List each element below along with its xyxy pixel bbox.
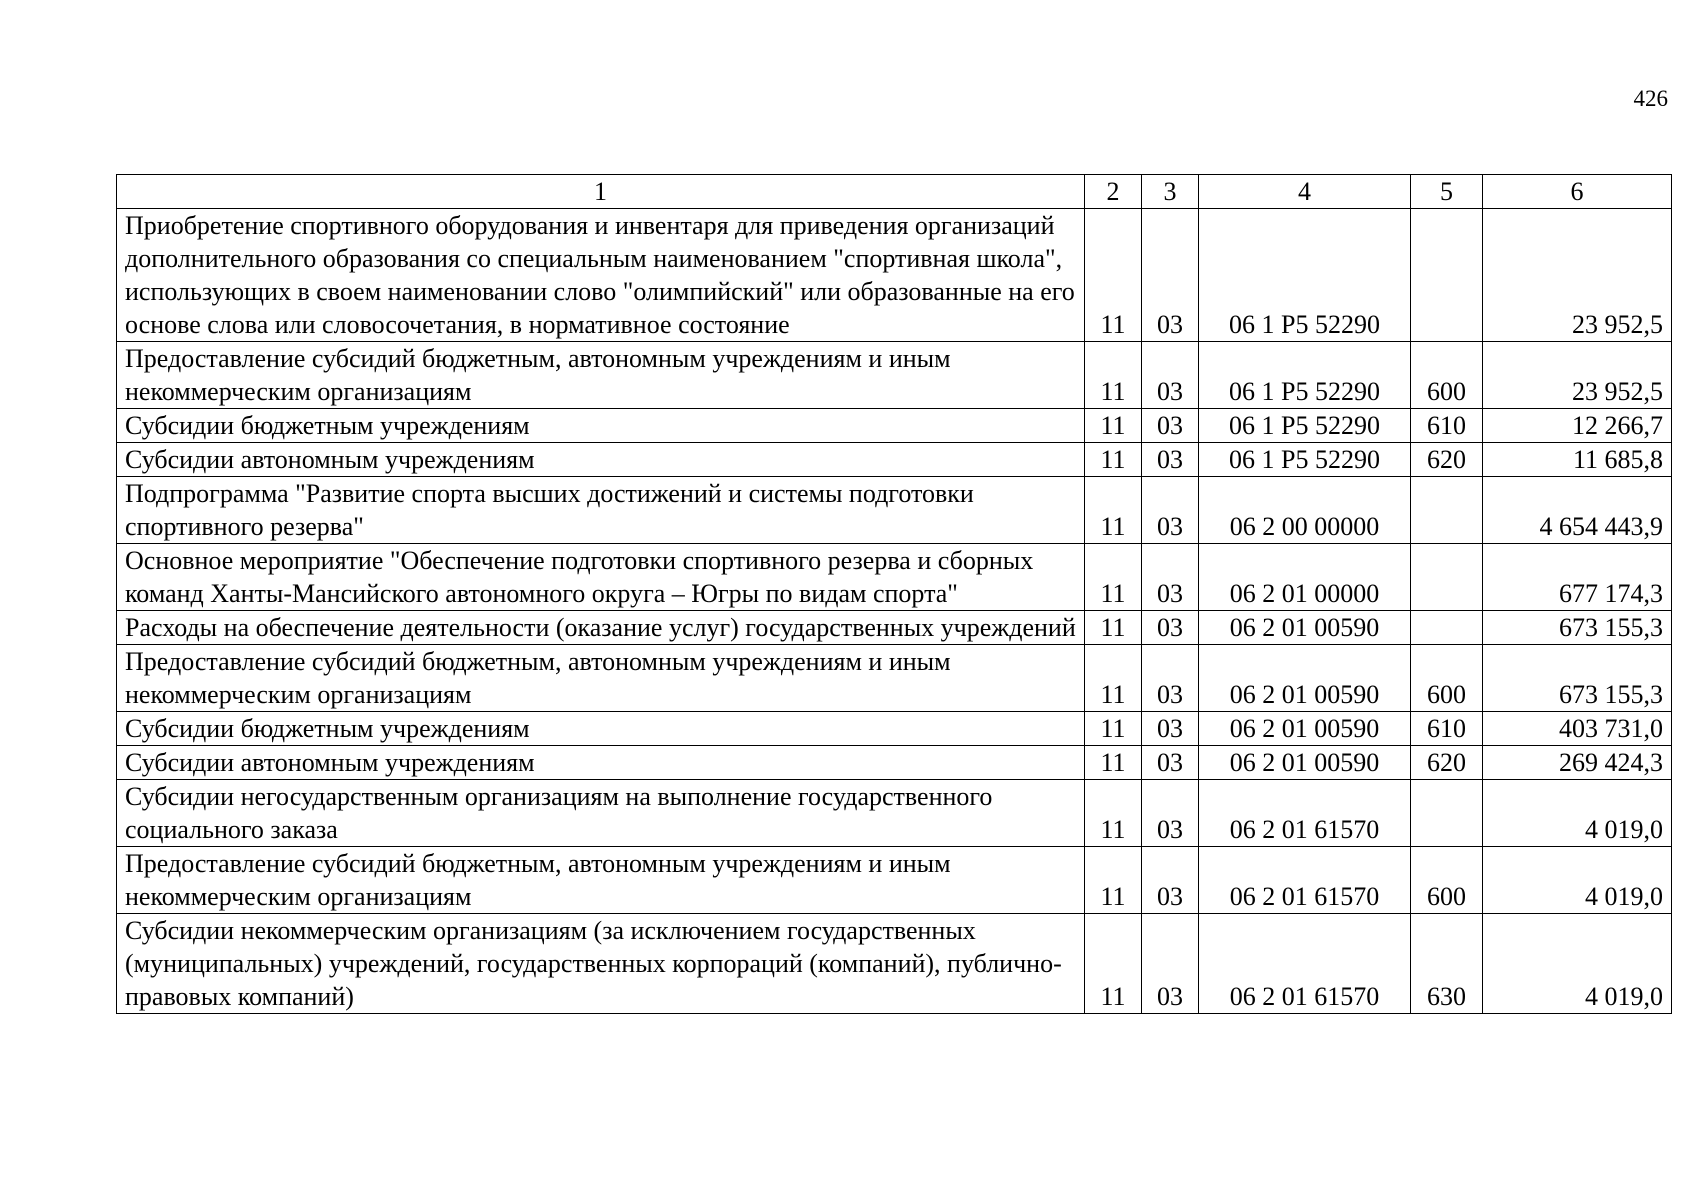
- cell-target-article: 06 2 01 00590: [1199, 645, 1411, 712]
- cell-subsection: 03: [1142, 712, 1199, 746]
- table-row: [117, 847, 1672, 914]
- cell-target-article: 06 2 00 00000: [1199, 477, 1411, 544]
- column-header: 5: [1411, 175, 1483, 209]
- budget-table: [116, 174, 1672, 1014]
- table-header-row: [117, 175, 1672, 209]
- cell-name: Субсидии некоммерческим организациям (за исключением государственных (муниципальных) учреждений, государственных корпораций (компаний), публично-правовых компаний): [117, 914, 1085, 1014]
- cell-expense-type: [1411, 544, 1483, 611]
- cell-subsection: 03: [1142, 342, 1199, 409]
- cell-subsection: 03: [1142, 780, 1199, 847]
- cell-amount: 403 731,0: [1483, 712, 1672, 746]
- table-row: [117, 409, 1672, 443]
- cell-section: 11: [1085, 443, 1142, 477]
- table-row: [117, 914, 1672, 1014]
- cell-name: Субсидии автономным учреждениям: [117, 746, 1085, 780]
- table-row: [117, 443, 1672, 477]
- cell-name: Предоставление субсидий бюджетным, автономным учреждениям и иным некоммерческим организациям: [117, 847, 1085, 914]
- cell-expense-type: [1411, 477, 1483, 544]
- cell-section: 11: [1085, 645, 1142, 712]
- cell-amount: 12 266,7: [1483, 409, 1672, 443]
- cell-name: Субсидии негосударственным организациям на выполнение государственного социального заказа: [117, 780, 1085, 847]
- cell-name: Приобретение спортивного оборудования и инвентаря для приведения организаций дополнительного образования со специальным наименованием "спортивная школа", использующих в своем наименовании слово "олимпийский" или образованные на его основе слова или словосочетания, в нормативное состояние: [117, 209, 1085, 342]
- cell-expense-type: 620: [1411, 443, 1483, 477]
- table-row: [117, 477, 1672, 544]
- cell-expense-type: 600: [1411, 342, 1483, 409]
- column-header: 2: [1085, 175, 1142, 209]
- cell-name: Субсидии автономным учреждениям: [117, 443, 1085, 477]
- table-row: [117, 780, 1672, 847]
- cell-expense-type: 600: [1411, 847, 1483, 914]
- cell-section: 11: [1085, 342, 1142, 409]
- cell-subsection: 03: [1142, 544, 1199, 611]
- cell-section: 11: [1085, 780, 1142, 847]
- table-row: [117, 645, 1672, 712]
- cell-amount: 673 155,3: [1483, 645, 1672, 712]
- table-row: [117, 342, 1672, 409]
- cell-subsection: 03: [1142, 645, 1199, 712]
- cell-subsection: 03: [1142, 477, 1199, 544]
- cell-subsection: 03: [1142, 746, 1199, 780]
- table-body: [117, 209, 1672, 1014]
- cell-target-article: 06 2 01 61570: [1199, 914, 1411, 1014]
- cell-target-article: 06 1 Р5 52290: [1199, 342, 1411, 409]
- column-header: 3: [1142, 175, 1199, 209]
- cell-target-article: 06 2 01 00590: [1199, 712, 1411, 746]
- cell-target-article: 06 2 01 00590: [1199, 611, 1411, 645]
- cell-section: 11: [1085, 847, 1142, 914]
- cell-expense-type: [1411, 209, 1483, 342]
- cell-amount: 4 019,0: [1483, 847, 1672, 914]
- cell-target-article: 06 2 01 00590: [1199, 746, 1411, 780]
- cell-target-article: 06 1 Р5 52290: [1199, 409, 1411, 443]
- cell-section: 11: [1085, 914, 1142, 1014]
- cell-name: Предоставление субсидий бюджетным, автономным учреждениям и иным некоммерческим организациям: [117, 342, 1085, 409]
- cell-expense-type: 630: [1411, 914, 1483, 1014]
- cell-target-article: 06 2 01 61570: [1199, 780, 1411, 847]
- cell-subsection: 03: [1142, 443, 1199, 477]
- table-row: [117, 544, 1672, 611]
- cell-amount: 4 019,0: [1483, 780, 1672, 847]
- cell-section: 11: [1085, 611, 1142, 645]
- cell-subsection: 03: [1142, 847, 1199, 914]
- cell-target-article: 06 2 01 61570: [1199, 847, 1411, 914]
- column-header: 1: [117, 175, 1085, 209]
- cell-section: 11: [1085, 712, 1142, 746]
- cell-name: Расходы на обеспечение деятельности (оказание услуг) государственных учреждений: [117, 611, 1085, 645]
- cell-section: 11: [1085, 477, 1142, 544]
- cell-amount: 23 952,5: [1483, 342, 1672, 409]
- cell-expense-type: [1411, 611, 1483, 645]
- cell-target-article: 06 1 Р5 52290: [1199, 209, 1411, 342]
- cell-name: Субсидии бюджетным учреждениям: [117, 712, 1085, 746]
- cell-section: 11: [1085, 209, 1142, 342]
- cell-expense-type: 620: [1411, 746, 1483, 780]
- cell-subsection: 03: [1142, 914, 1199, 1014]
- cell-amount: 677 174,3: [1483, 544, 1672, 611]
- cell-amount: 11 685,8: [1483, 443, 1672, 477]
- table-row: [117, 209, 1672, 342]
- table-row: [117, 712, 1672, 746]
- cell-expense-type: [1411, 780, 1483, 847]
- cell-amount: 269 424,3: [1483, 746, 1672, 780]
- cell-expense-type: 610: [1411, 409, 1483, 443]
- column-header: 6: [1483, 175, 1672, 209]
- cell-amount: 673 155,3: [1483, 611, 1672, 645]
- cell-target-article: 06 1 Р5 52290: [1199, 443, 1411, 477]
- page-number: 426: [1633, 86, 1668, 111]
- cell-amount: 23 952,5: [1483, 209, 1672, 342]
- cell-expense-type: 600: [1411, 645, 1483, 712]
- cell-subsection: 03: [1142, 209, 1199, 342]
- cell-name: Субсидии бюджетным учреждениям: [117, 409, 1085, 443]
- cell-amount: 4 654 443,9: [1483, 477, 1672, 544]
- cell-target-article: 06 2 01 00000: [1199, 544, 1411, 611]
- cell-subsection: 03: [1142, 611, 1199, 645]
- cell-name: Предоставление субсидий бюджетным, автономным учреждениям и иным некоммерческим организациям: [117, 645, 1085, 712]
- cell-section: 11: [1085, 409, 1142, 443]
- cell-subsection: 03: [1142, 409, 1199, 443]
- cell-amount: 4 019,0: [1483, 914, 1672, 1014]
- table-row: [117, 611, 1672, 645]
- cell-expense-type: 610: [1411, 712, 1483, 746]
- cell-section: 11: [1085, 746, 1142, 780]
- cell-section: 11: [1085, 544, 1142, 611]
- cell-name: Подпрограмма "Развитие спорта высших достижений и системы подготовки спортивного резерва": [117, 477, 1085, 544]
- table-row: [117, 746, 1672, 780]
- column-header: 4: [1199, 175, 1411, 209]
- cell-name: Основное мероприятие "Обеспечение подготовки спортивного резерва и сборных команд Ханты-Мансийского автономного округа – Югры по видам спорта": [117, 544, 1085, 611]
